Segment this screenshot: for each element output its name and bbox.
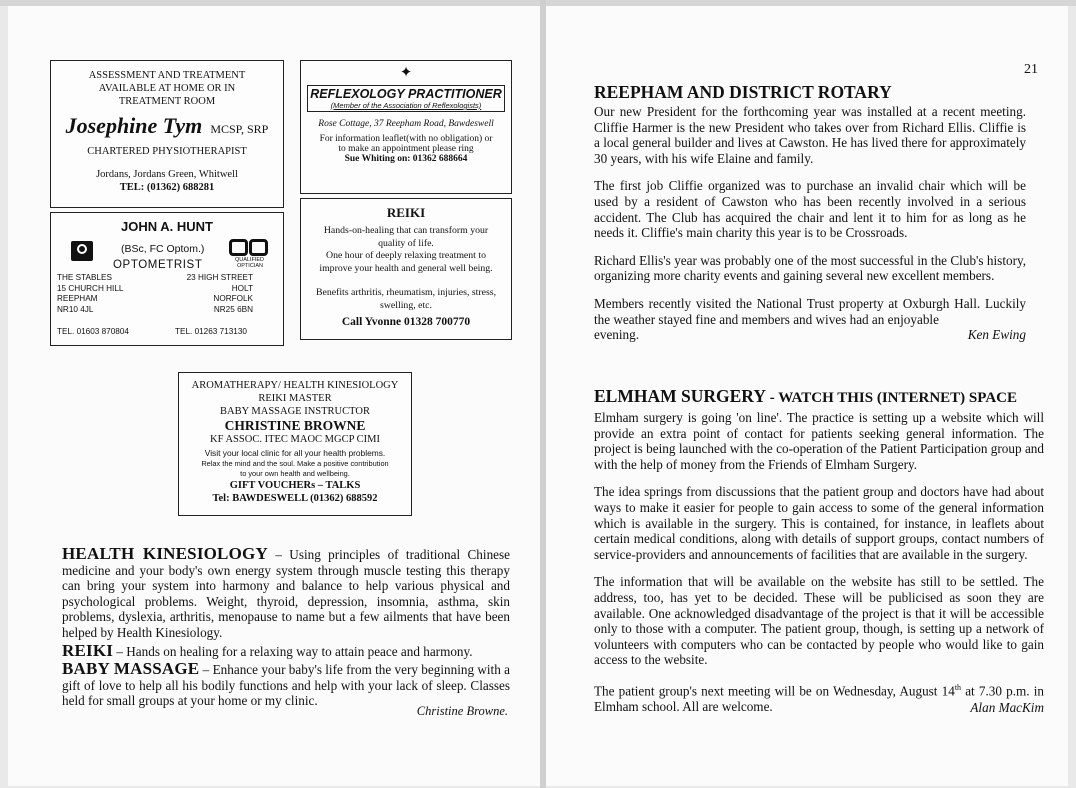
hunt-tel-right: TEL. 01263 713130 bbox=[175, 327, 247, 336]
rotary-paragraph: Richard Ellis's year was probably one of the most successful in the Club's history, organizing more charity events and gaining several new excellent members. bbox=[594, 252, 1026, 284]
page-number: 21 bbox=[1024, 62, 1038, 77]
reflexology-title: REFLEXOLOGY PRACTITIONER bbox=[310, 87, 502, 101]
tym-title: CHARTERED PHYSIOTHERAPIST bbox=[87, 146, 247, 157]
hunt-address-right-line: NR25 6BN bbox=[213, 304, 253, 314]
tym-name: Josephine Tym bbox=[65, 113, 203, 138]
reiki-line: One hour of deeply relaxing treatment to bbox=[326, 250, 486, 261]
reflexology-member: (Member of the Association of Reflexologists) bbox=[330, 101, 482, 110]
surgery-article bbox=[594, 386, 1044, 716]
hunt-qualified-1: QUALIFIED bbox=[235, 257, 265, 263]
reflexology-info-2: to make an appointment please ring bbox=[338, 144, 474, 154]
surgery-meeting-text-end: at 7.30 p.m. in Elmham school. All are welcome. bbox=[594, 683, 1044, 714]
surgery-paragraph: The information that will be available on the website has still to be settled. The address, too, has yet to be decided. These will be publicised as soon they are available. One acknowledged disadvantage of the project is that it will be accessible only to those with a computer. The patient group, though, is setting up a network of volunteers with computers who can be contacted by people who would like to gain access to the website. bbox=[594, 574, 1044, 668]
hunt-address-left-line: 15 CHURCH HILL bbox=[57, 283, 124, 293]
reiki-title: REIKI bbox=[386, 205, 426, 220]
baby-massage-heading: BABY MASSAGE bbox=[62, 659, 200, 679]
surgery-signature: Alan MacKim bbox=[970, 700, 1044, 716]
reflexology-phone: Sue Whiting on: 01362 688664 bbox=[344, 154, 468, 164]
tym-address: Jordans, Jordans Green, Whitwell bbox=[96, 169, 238, 180]
browne-gift: GIFT VOUCHERs – TALKS bbox=[229, 480, 361, 491]
browne-advert bbox=[178, 372, 412, 516]
browne-visit: Visit your local clinic for all your health problems. bbox=[204, 448, 386, 458]
browne-relax-2: to your own health and wellbeing. bbox=[240, 469, 350, 478]
surgery-paragraph: Elmham surgery is going 'on line'. The practice is setting up a website which will provide an extra point of contact for patients seeking general information. The project is being launched with the co-operation of the Patient Participation group and with the help of money from the Friends of Elmham Surgery. bbox=[594, 410, 1044, 472]
browne-line: REIKI MASTER bbox=[258, 393, 332, 404]
foot-logo-icon: ✦ bbox=[399, 65, 413, 81]
browne-name: CHRISTINE BROWNE bbox=[224, 418, 366, 433]
reflexology-address: Rose Cottage, 37 Reepham Road, Bawdeswell bbox=[318, 119, 494, 129]
hunt-address-right-line: 23 HIGH STREET bbox=[186, 273, 253, 282]
surgery-paragraph: The idea springs from discussions that the patient group and doctors have had about ways to make it easier for people to gain access to some of the general information which is available in the surgery. This is contained, for instance, in leaflets about certain medical conditions, along with details of support groups, contact numbers of service-providers and announcements of facilities that are available in the surgery. bbox=[594, 484, 1044, 562]
hunt-address-left-line: REEPHAM bbox=[57, 294, 98, 303]
hunt-advert bbox=[50, 212, 284, 346]
health-kinesiology-heading: HEALTH KINESIOLOGY bbox=[62, 544, 268, 563]
rotary-paragraph: Members recently visited the National Trust property at Oxburgh Hall. Luckily the weather stayed fine and members and wives had an enjoyable bbox=[594, 295, 1026, 327]
hunt-quals: (BSc, FC Optom.) bbox=[121, 243, 205, 255]
tym-line-2: AVAILABLE AT HOME OR IN bbox=[98, 83, 236, 94]
rotary-paragraph: The first job Cliffie organized was to purchase an invalid chair which will be used by a resident of Cawston who has been recently involved in a serious accident. The Club has acquired the chair and lent it to him for as long as he needs it. Cliffie's main charity this year is to be Crossroads. bbox=[594, 178, 1026, 241]
hunt-tel-left: TEL. 01603 870804 bbox=[57, 327, 129, 336]
browne-line: AROMATHERAPY/ HEALTH KINESIOLOGY bbox=[191, 380, 399, 391]
hunt-address-left bbox=[57, 273, 123, 315]
rotary-signature: Ken Ewing bbox=[967, 327, 1026, 343]
rotary-heading: REEPHAM AND DISTRICT ROTARY bbox=[594, 82, 892, 102]
surgery-meeting-text: The patient group's next meeting will be on Wednesday, August 14 bbox=[594, 683, 955, 699]
hunt-address-left-line: THE STABLES bbox=[57, 273, 112, 282]
surgery-heading bbox=[594, 386, 1044, 408]
rotary-paragraph-end: evening. bbox=[594, 327, 640, 343]
surgery-heading-main: ELMHAM SURGERY bbox=[594, 386, 766, 406]
eye-logo-icon bbox=[71, 241, 93, 261]
reflexology-title-frame bbox=[307, 85, 505, 112]
hunt-qualified-2: OPTICIAN bbox=[237, 263, 263, 269]
reiki-paragraph bbox=[62, 640, 510, 660]
reiki-call: Call Yvonne 01328 700770 bbox=[341, 316, 471, 328]
right-page bbox=[546, 6, 1068, 786]
rotary-last-line bbox=[594, 327, 1026, 343]
rotary-article bbox=[594, 82, 1026, 343]
rotary-paragraph: Our new President for the forthcoming year was installed at a recent meeting. Cliffie Harmer is the new President who takes over from Richard Ellis. Cliffie is a local general builder and lives at Cawston. He has lived there for approximately 30 years, with his wife Elaine and family. bbox=[594, 104, 1026, 166]
left-page bbox=[8, 6, 540, 786]
health-kinesiology-text: – Using principles of traditional Chinese medicine and your body's own energy system through muscle testing this therapy can bring your system into harmony and balance to help various physical and psychological problems. Weight, thyroid, depression, insomnia, asthma, skin problems, dyslexia, arthritis, menopause to name but a few ailments that have been helped by Health Kinesiology. bbox=[62, 547, 511, 640]
baby-massage-text: – Enhance your baby's life from the very beginning with a gift of love to help all his bodily functions and help with your lack of sleep. Classes held for small groups at your home or my clinic. bbox=[62, 662, 510, 709]
reflexology-info-1: For information leaflet(with no obligation) or bbox=[319, 134, 493, 144]
hunt-address-left-line: NR10 4JL bbox=[57, 304, 94, 314]
reiki-line: swelling, etc. bbox=[380, 299, 432, 311]
browne-signature: Christine Browne. bbox=[416, 704, 508, 718]
browne-tel: Tel: BAWDESWELL (01362) 688592 bbox=[212, 493, 378, 504]
reiki-text: – Hands on healing for a relaxing way to attain peace and harmony. bbox=[113, 643, 473, 659]
browne-relax-1: Relax the mind and the soul. Make a positive contribution bbox=[201, 459, 389, 468]
hunt-address-right-line: NORFOLK bbox=[213, 294, 253, 303]
hunt-name: JOHN A. HUNT bbox=[121, 219, 213, 234]
reiki-line: Benefits arthritis, rheumatism, injuries, stress, bbox=[315, 287, 497, 298]
baby-massage-paragraph bbox=[62, 661, 510, 709]
reiki-line: quality of life. bbox=[378, 237, 434, 249]
tym-line-3: TREATMENT ROOM bbox=[118, 96, 216, 107]
browne-quals: KF ASSOC. ITEC MAOC MGCP CIMI bbox=[210, 434, 380, 445]
tym-advert bbox=[50, 60, 284, 208]
tym-quals: MCSP, SRP bbox=[210, 122, 269, 136]
surgery-meeting-sup: th bbox=[954, 682, 962, 692]
reflexology-advert bbox=[300, 60, 512, 194]
tym-tel: TEL: (01362) 688281 bbox=[119, 182, 215, 193]
surgery-heading-sub: - WATCH THIS (INTERNET) SPACE bbox=[765, 390, 1017, 406]
health-article bbox=[62, 546, 510, 711]
reiki-advert bbox=[300, 198, 512, 340]
hunt-optometrist: OPTOMETRIST bbox=[113, 259, 203, 271]
browne-line: BABY MASSAGE INSTRUCTOR bbox=[220, 406, 370, 417]
tym-line-1: ASSESSMENT AND TREATMENT bbox=[88, 70, 246, 81]
health-kinesiology-paragraph bbox=[62, 546, 510, 641]
hunt-address-right-line: HOLT bbox=[231, 283, 253, 293]
reiki-heading: REIKI bbox=[62, 640, 114, 660]
reiki-line: Hands-on-healing that can transform your bbox=[323, 225, 489, 236]
reiki-line: improve your health and general well being. bbox=[319, 262, 493, 274]
hunt-address-right bbox=[187, 273, 253, 315]
